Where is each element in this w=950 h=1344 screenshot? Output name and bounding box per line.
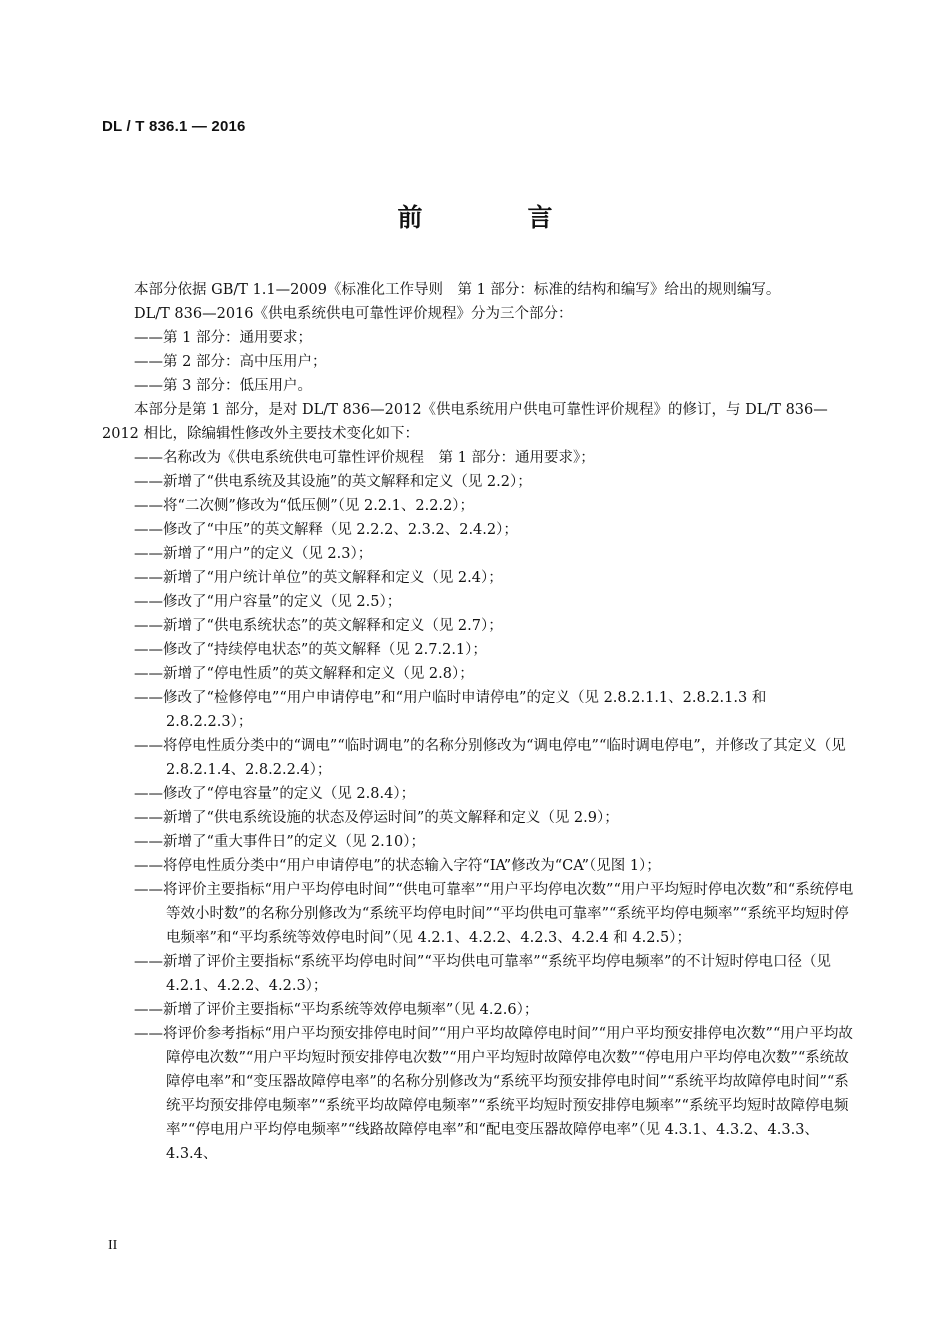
list-item: ——第 1 部分：通用要求；	[134, 330, 312, 346]
list-item: ——新增了评价主要指标“系统平均停电时间”“平均供电可靠率”“系统平均停电频率”的不计短时停电口径（见 4.2.1、4.2.2、4.2.3）；	[134, 954, 831, 994]
list-item: ——新增了评价主要指标“平均系统等效停电频率”（见 4.2.6）；	[134, 1002, 539, 1018]
list-item: ——新增了“用户”的定义（见 2.3）；	[134, 546, 373, 562]
list-item: ——修改了“用户容量”的定义（见 2.5）；	[134, 594, 402, 610]
list-item: ——将“二次侧”修改为“低压侧”（见 2.2.1、2.2.2）；	[134, 498, 475, 514]
page-number: II	[108, 1238, 118, 1253]
list-item: ——新增了“供电系统设施的状态及停运时间”的英文解释和定义（见 2.9）；	[134, 810, 619, 826]
paragraph: 本部分是第 1 部分，是对 DL/T 836—2012《供电系统用户供电可靠性评价规程》的修订，与 DL/T 836—2012 相比，除编辑性修改外主要技术变化如下：	[102, 402, 828, 442]
page-title: 前 言	[397, 203, 593, 232]
list-item: ——将停电性质分类中的“调电”“临时调电”的名称分别修改为“调电停电”“临时调电停电”，并修改了其定义（见 2.8.2.1.4、2.8.2.2.4）；	[134, 738, 846, 778]
list-item: ——新增了“用户统计单位”的英文解释和定义（见 2.4）；	[134, 570, 503, 586]
preface-body	[102, 278, 854, 1166]
list-item: ——将停电性质分类中“用户申请停电”的状态输入字符“IA”修改为“CA”（见图 1）；	[134, 858, 661, 874]
list-item: ——第 2 部分：高中压用户；	[134, 354, 327, 370]
list-item: ——修改了“持续停电状态”的英文解释（见 2.7.2.1）；	[134, 642, 487, 658]
list-item: ——新增了“停电性质”的英文解释和定义（见 2.8）；	[134, 666, 474, 682]
paragraph: 本部分依据 GB/T 1.1—2009《标准化工作导则 第 1 部分：标准的结构和编写》给出的规则编写。	[134, 282, 781, 298]
list-item: ——第 3 部分：低压用户。	[134, 378, 312, 394]
list-item: ——修改了“中压”的英文解释（见 2.2.2、2.3.2、2.4.2）；	[134, 522, 518, 538]
list-item: ——修改了“检修停电”“用户申请停电”和“用户临时申请停电”的定义（见 2.8.2.1.1、2.8.2.1.3 和 2.8.2.2.3）；	[134, 690, 767, 730]
paragraph: DL/T 836—2016《供电系统供电可靠性评价规程》分为三个部分：	[134, 306, 573, 322]
list-item: ——修改了“停电容量”的定义（见 2.8.4）；	[134, 786, 416, 802]
list-item: ——新增了“供电系统及其设施”的英文解释和定义（见 2.2）；	[134, 474, 532, 490]
document-code: DL / T 836.1 — 2016	[102, 118, 246, 135]
list-item: ——新增了“供电系统状态”的英文解释和定义（见 2.7）；	[134, 618, 503, 634]
list-item: ——将评价参考指标“用户平均预安排停电时间”“用户平均故障停电时间”“用户平均预安排停电次数”“用户平均故障停电次数”“用户平均短时预安排停电次数”“用户平均短时故障停电次数”“停电用户平均停电次数”“系统故障停电率”和“变压器故障停电率”的名称分别修改为“系统平均预安排停电时间”“系统平均故障停电时间”“系统平均预安排停电频率”“系统平均故障停电频率”“系统平均短时预安排停电频率”“系统平均短时故障停电频率”“停电用户平均停电频率”“线路故障停电率”和“配电变压器故障停电率”（见 4.3.1、4.3.2、4.3.3、4.3.4、	[134, 1026, 853, 1162]
list-item: ——名称改为《供电系统供电可靠性评价规程 第 1 部分：通用要求》；	[134, 450, 595, 466]
list-item: ——新增了“重大事件日”的定义（见 2.10）；	[134, 834, 425, 850]
list-item: ——将评价主要指标“用户平均停电时间”“供电可靠率”“用户平均停电次数”“用户平均短时停电次数”和“系统停电等效小时数”的名称分别修改为“系统平均停电时间”“平均供电可靠率”“系统平均停电频率”“系统平均短时停电频率”和“平均系统等效停电时间”（见 4.2.1、4.2.2、4.2.3、4.2.4 和 4.2.5）；	[134, 882, 854, 946]
